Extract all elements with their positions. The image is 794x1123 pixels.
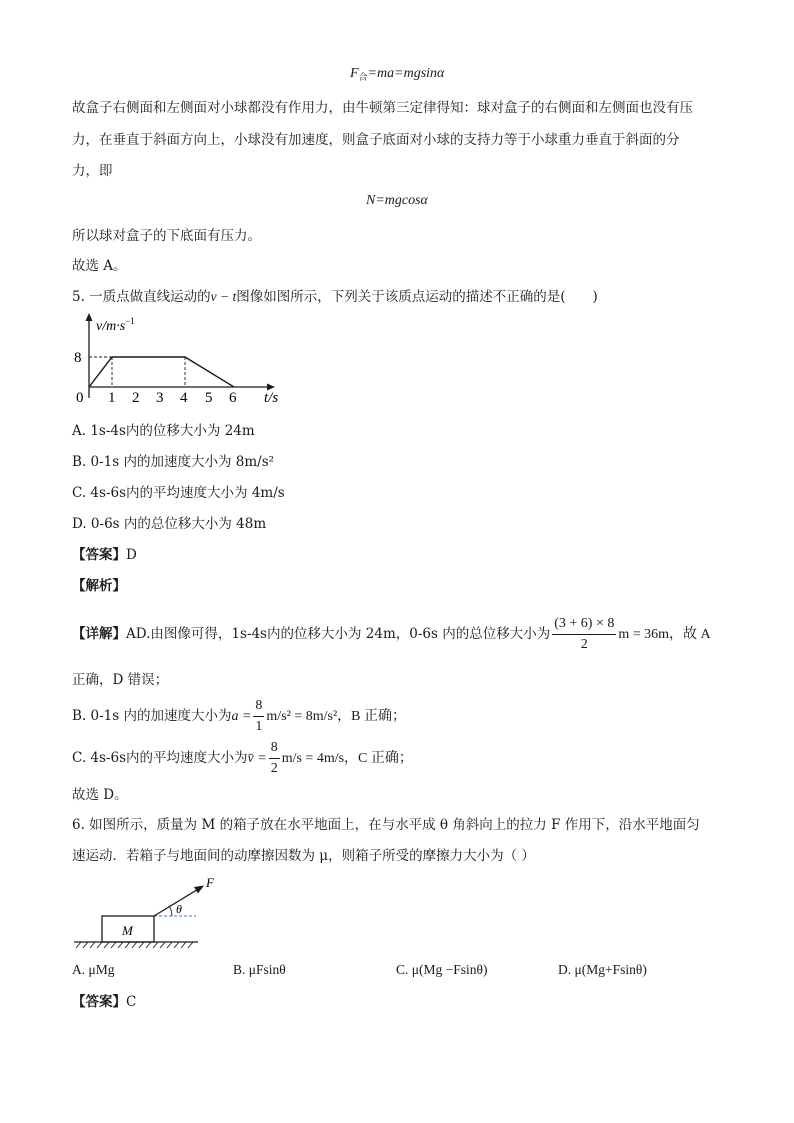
q5-detail-b [72,696,406,737]
answer-tag: 【答案】 [72,547,126,563]
q5-analysis-tag [72,576,126,596]
y-tick-label: 8 [74,350,82,366]
q5-detail-line2: 正确，D 错误； [72,672,169,688]
q6-option-b: B. μFsinθ [233,962,286,977]
fraction-numerator: (3 + 6) × 8 [552,614,616,635]
equation-net-force [350,66,444,83]
math-symbol: v̄ = [247,751,267,766]
detail-text: B. 0-1s 内的加速度大小为 [72,708,232,724]
q5-detail-c [72,738,413,779]
paragraph-line: 故盒子右侧面和左侧面对小球都没有作用力，由牛顿第三定律得知：球对盒子的右侧面和左侧面也没有压 [72,100,693,116]
choose-answer: 故选 A。 [72,258,127,274]
ground-hatch [76,942,193,948]
q5-option-d: D. 0-6s 内的总位移大小为 48m [72,516,267,532]
vt-line [89,357,234,387]
detail-text: m = 36m，故 A [618,627,711,642]
q5-stem-post: 图像如图所示，下列关于该质点运动的描述不正确的是( ) [236,289,598,305]
x-tick-label: 3 [156,390,164,406]
q6-option-a: A. μMg [72,962,115,977]
q5-stem-var: v − t [210,289,237,304]
q5-stem [72,287,598,307]
x-tick-label: 1 [108,390,116,406]
answer-value: D [126,547,137,563]
force-label: F [206,875,214,890]
fraction-denominator: 2 [580,637,588,652]
eq-symbol: F [350,66,359,81]
y-axis-label: $v/m\cdot s^{-1}$ [96,316,135,334]
fraction-denominator: 2 [270,761,278,776]
math-symbol: a = [231,709,252,724]
force-arrow-icon [194,886,204,894]
q5-option-a: A. 1s-4s内的位移大小为 24m [72,423,255,439]
x-tick-label: 2 [132,390,140,406]
answer-tag: 【答案】 [72,994,126,1010]
detail-tag: 【详解】 [72,626,126,642]
paragraph-line: 力，即 [72,163,113,179]
analysis-tag: 【解析】 [72,578,126,594]
x-tick-label: 6 [229,390,237,406]
fraction [269,738,280,779]
x-tick-label: 4 [180,390,188,406]
detail-text: m/s = 4m/s，C 正确； [281,751,413,766]
q5-choose: 故选 D。 [72,787,128,803]
angle-label: θ [176,902,182,916]
answer-value: C [126,994,137,1010]
y-arrow-icon [86,313,93,321]
q6-stem-line1: 6. 如图所示，质量为 M 的箱子放在水平地面上，在与水平成 θ 角斜向上的拉力 F 作用下，沿水平地面匀 [72,817,700,833]
origin-label: 0 [76,390,84,406]
fraction-denominator: 1 [255,719,263,734]
x-tick-label: 5 [205,390,213,406]
box-label: M [122,923,133,938]
fraction-numerator: 8 [253,696,264,717]
q5-option-b: B. 0-1s 内的加速度大小为 8m/s² [72,454,275,470]
detail-text: C. 4s-6s内的平均速度大小为 [72,750,248,766]
fraction-numerator: 8 [269,738,280,759]
q5-option-c: C. 4s-6s内的平均速度大小为 4m/s [72,485,285,501]
q6-option-d: D. μ(Mg+Fsinθ) [558,962,647,977]
q6-option-c: C. μ(Mg −Fsinθ) [396,962,488,977]
fraction [552,614,616,655]
detail-text: AD.由图像可得，1s-4s内的位移大小为 24m，0-6s 内的总位移大小为 [126,626,551,642]
paragraph-line: 力，在垂直于斜面方向上，小球没有加速度，则盒子底面对小球的支持力等于小球重力垂直于斜面的分 [72,132,680,148]
box-force-figure [72,872,212,950]
paragraph-line: 所以球对盒子的下底面有压力。 [72,228,261,244]
q5-stem-pre: 5. 一质点做直线运动的 [72,289,211,305]
x-axis-label: t/s [264,390,279,406]
angle-arc [170,907,173,916]
eq-subscript: 合 [358,72,368,82]
q5-detail-line1 [72,614,711,655]
detail-text: m/s² = 8m/s²，B 正确； [266,709,407,724]
eq-rest: =ma=mgsinα [367,66,445,81]
vt-graph [70,310,290,410]
q6-stem-line2: 速运动．若箱子与地面间的动摩擦因数为 μ，则箱子所受的摩擦力大小为（ ） [72,848,535,864]
q5-answer [72,545,137,565]
fraction [253,696,264,737]
q6-answer [72,992,136,1012]
equation-normal-force: N=mgcosα [366,193,428,208]
